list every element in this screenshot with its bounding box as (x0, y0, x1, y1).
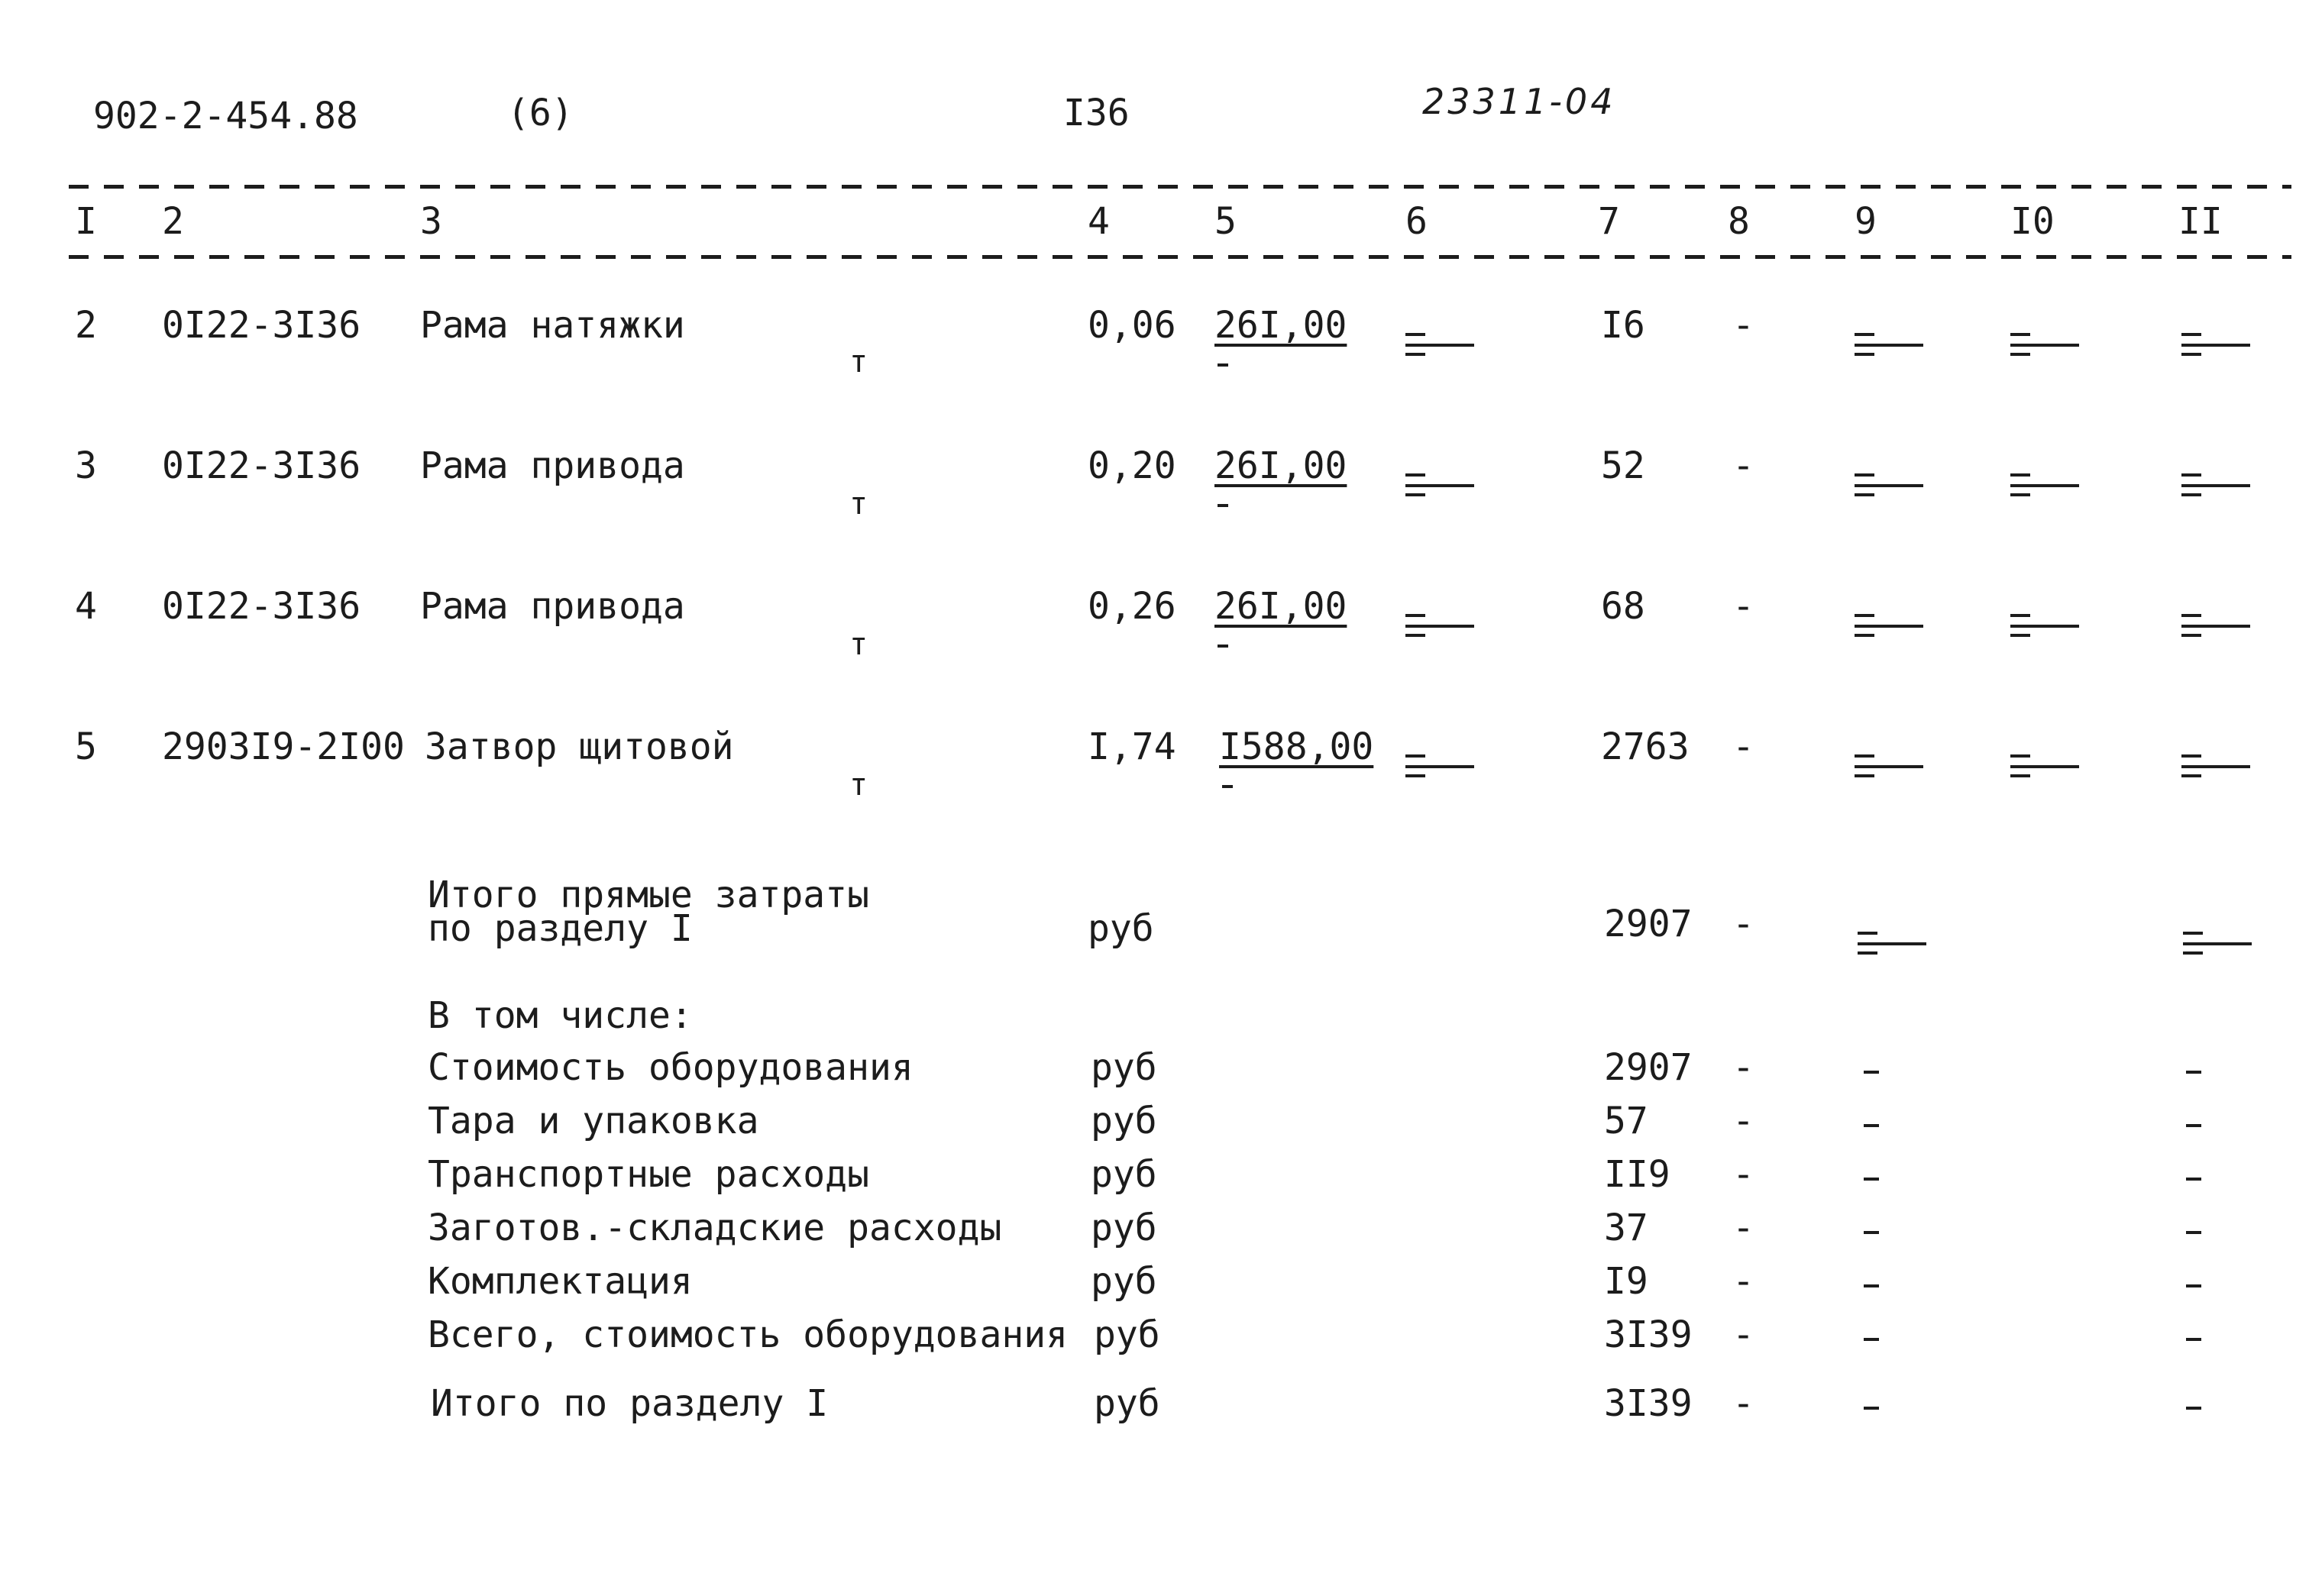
col-header-5: 5 (1214, 200, 1237, 243)
col-header-11: II (2178, 200, 2223, 243)
summary-label: Всего, стоимость оборудования (428, 1313, 1069, 1356)
unit-price: 26I,00 (1214, 585, 1347, 628)
item-name: Рама привода (420, 444, 685, 487)
unit: т (849, 486, 868, 522)
ditto-mark (2010, 327, 2079, 362)
summary-unit: руб (1091, 1153, 1157, 1196)
document-code: 902-2-454.88 (93, 95, 358, 137)
item-name: Затвор щитовой (425, 725, 734, 768)
total-cost: 52 (1601, 444, 1645, 487)
ditto-mark (1405, 467, 1474, 502)
col11-dash (2186, 1124, 2201, 1127)
col9-dash (1864, 1407, 1879, 1410)
direct-costs-col8: - (1732, 903, 1754, 945)
summary-unit: руб (1091, 1207, 1157, 1249)
ditto-mark (2183, 926, 2252, 961)
col-header-9: 9 (1855, 200, 1877, 243)
summary-col8: - (1732, 1207, 1754, 1249)
handwritten-note: 23311-04 (1422, 81, 1616, 122)
price-code: 0I22-3I36 (162, 444, 361, 487)
col8-value: - (1732, 444, 1754, 487)
ditto-mark (2010, 467, 2079, 502)
price-code: 2903I9-2I00 (162, 725, 405, 768)
col-header-3: 3 (420, 200, 442, 243)
col11-dash (2186, 1284, 2201, 1287)
direct-costs-label-line2: по разделу I (428, 907, 693, 950)
col-header-2: 2 (162, 200, 184, 243)
col9-dash (1864, 1178, 1879, 1181)
unit-price: 26I,00 (1214, 304, 1347, 347)
header-bottom-rule (69, 255, 2291, 259)
col11-dash (2186, 1231, 2201, 1234)
direct-costs-unit: руб (1088, 907, 1154, 950)
price-code: 0I22-3I36 (162, 585, 361, 628)
ditto-mark (2010, 608, 2079, 643)
summary-col8: - (1732, 1100, 1754, 1142)
item-name: Рама привода (420, 585, 685, 628)
summary-label: Заготов.-складские расходы (428, 1207, 1002, 1249)
summary-label: Комплектация (428, 1260, 693, 1303)
quantity: 0,20 (1088, 444, 1176, 487)
summary-total: 3I39 (1604, 1313, 1693, 1356)
summary-unit: руб (1091, 1260, 1157, 1303)
col-header-6: 6 (1405, 200, 1428, 243)
ditto-mark (1855, 608, 1923, 643)
ditto-mark (1855, 467, 1923, 502)
ditto-mark (1858, 926, 1926, 961)
total-cost: 68 (1601, 585, 1645, 628)
price-subdash (1222, 785, 1233, 788)
summary-unit: руб (1091, 1046, 1157, 1089)
ditto-mark (2181, 467, 2250, 502)
summary-total: 57 (1604, 1100, 1648, 1142)
summary-unit: руб (1091, 1100, 1157, 1142)
col-header-7: 7 (1598, 200, 1620, 243)
total-cost: 2763 (1601, 725, 1690, 768)
unit: т (849, 627, 868, 662)
direct-costs-total: 2907 (1604, 903, 1693, 945)
col9-dash (1864, 1231, 1879, 1234)
col8-value: - (1732, 585, 1754, 628)
total-cost: I6 (1601, 304, 1645, 347)
summary-total: 37 (1604, 1207, 1648, 1249)
price-subdash (1218, 363, 1228, 367)
direct-costs-label-line1: Итого прямые затраты (428, 874, 869, 916)
ditto-mark (1855, 748, 1923, 783)
row-number: 5 (75, 725, 97, 768)
summary-total: I9 (1604, 1260, 1648, 1303)
summary-total: II9 (1604, 1153, 1670, 1196)
col9-dash (1864, 1071, 1879, 1074)
summary-label: Итого по разделу I (431, 1382, 829, 1425)
price-subdash (1218, 645, 1228, 648)
price-code: 0I22-3I36 (162, 304, 361, 347)
ditto-mark (1405, 748, 1474, 783)
summary-col8: - (1732, 1382, 1754, 1425)
col8-value: - (1732, 725, 1754, 768)
summary-unit: руб (1094, 1382, 1160, 1425)
row-number: 3 (75, 444, 97, 487)
ditto-mark (2181, 748, 2250, 783)
summary-label: Стоимость оборудования (428, 1046, 914, 1089)
unit-price: 26I,00 (1214, 444, 1347, 487)
summary-label: Транспортные расходы (428, 1153, 869, 1196)
col-header-10: I0 (2010, 200, 2055, 243)
col-header-1: I (75, 200, 97, 243)
ditto-mark (2181, 608, 2250, 643)
header-top-rule (69, 185, 2291, 189)
page-number: I36 (1063, 92, 1130, 134)
summary-col8: - (1732, 1260, 1754, 1303)
col9-dash (1864, 1284, 1879, 1287)
ditto-mark (1855, 327, 1923, 362)
summary-label: Тара и упаковка (428, 1100, 759, 1142)
including-heading: В том числе: (428, 994, 693, 1037)
col9-dash (1864, 1124, 1879, 1127)
col11-dash (2186, 1407, 2201, 1410)
summary-col8: - (1732, 1046, 1754, 1089)
item-name: Рама натяжки (420, 304, 685, 347)
summary-col8: - (1732, 1313, 1754, 1356)
row-number: 4 (75, 585, 97, 628)
row-number: 2 (75, 304, 97, 347)
col-header-4: 4 (1088, 200, 1110, 243)
ditto-mark (1405, 327, 1474, 362)
summary-unit: руб (1094, 1313, 1160, 1356)
ditto-mark (2010, 748, 2079, 783)
price-subdash (1218, 504, 1228, 507)
col11-dash (2186, 1178, 2201, 1181)
summary-total: 2907 (1604, 1046, 1693, 1089)
quantity: I,74 (1088, 725, 1176, 768)
document-part: (6) (507, 92, 574, 134)
quantity: 0,26 (1088, 585, 1176, 628)
unit-price: I588,00 (1219, 725, 1374, 768)
unit: т (849, 344, 868, 380)
col-header-8: 8 (1728, 200, 1750, 243)
quantity: 0,06 (1088, 304, 1176, 347)
col11-dash (2186, 1071, 2201, 1074)
summary-col8: - (1732, 1153, 1754, 1196)
summary-total: 3I39 (1604, 1382, 1693, 1425)
ditto-mark (1405, 608, 1474, 643)
unit: т (849, 767, 868, 803)
col11-dash (2186, 1338, 2201, 1341)
ditto-mark (2181, 327, 2250, 362)
col8-value: - (1732, 304, 1754, 347)
col9-dash (1864, 1338, 1879, 1341)
